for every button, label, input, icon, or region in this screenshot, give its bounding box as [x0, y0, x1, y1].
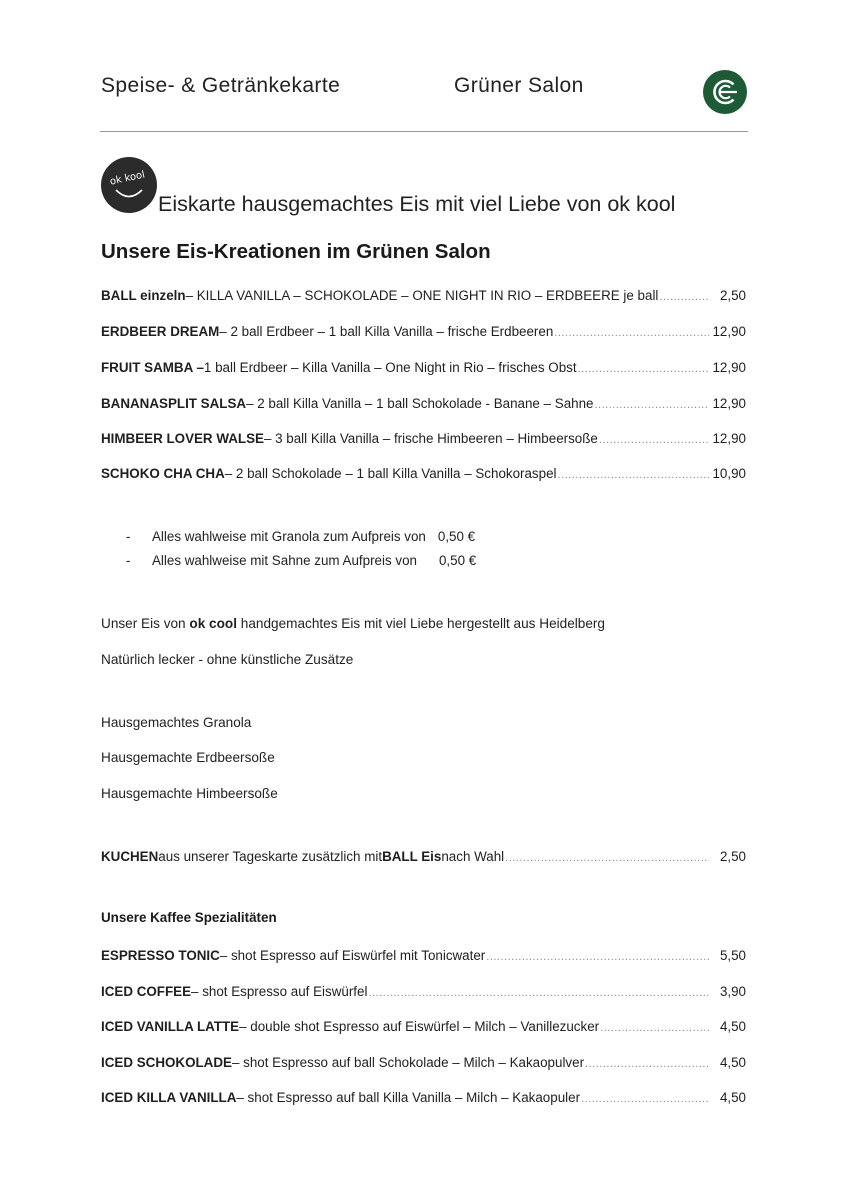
ok-kool-logo-text: ok kool: [108, 169, 147, 188]
leader-dots: [368, 983, 709, 1003]
extra-price: 0,50 €: [437, 529, 476, 544]
leader-dots: [486, 947, 709, 967]
item-description: – double shot Espresso auf Eiswürfel – Milch – Vanillezucker: [239, 1019, 600, 1034]
page-header: [101, 70, 748, 110]
extra-price: 0,50 €: [438, 553, 477, 568]
extra-option: [126, 527, 475, 547]
extra-text: Alles wahlweise mit Granola zum Aufpreis von: [152, 529, 426, 544]
item-name: ESPRESSO TONIC: [101, 948, 220, 963]
item-description: – 3 ball Killa Vanilla – frische Himbeeren – Himbeersoße: [263, 431, 598, 446]
extra-option: [126, 551, 476, 571]
homemade-item: Hausgemachte Himbeersoße: [101, 786, 278, 801]
gruener-salon-logo: [703, 70, 747, 114]
icecream-section-title: Unsere Eis-Kreationen im Grünen Salon: [101, 240, 491, 263]
bullet-dash: -: [126, 553, 131, 568]
item-name: ICED KILLA VANILLA: [101, 1090, 237, 1105]
leader-dots: [505, 848, 709, 868]
item-price: 4,50: [719, 1019, 746, 1034]
leader-dots: [659, 287, 709, 307]
item-description-bold: BALL Eis: [382, 849, 442, 864]
item-price: 5,50: [719, 948, 746, 963]
about-line: Natürlich lecker - ohne künstliche Zusätze: [101, 652, 354, 667]
item-description: 1 ball Erdbeer – Killa Vanilla – One Night in Rio – frisches Obst: [203, 360, 577, 375]
menu-item: [101, 1017, 746, 1037]
bullet-dash: -: [126, 529, 131, 544]
menu-item: [101, 394, 746, 414]
item-name: SCHOKO CHA CHA: [101, 466, 225, 481]
item-description: – 2 ball Killa Vanilla – 1 ball Schokolade - Banane – Sahne: [246, 396, 594, 411]
menu-card-title: Speise- & Getränkekarte: [101, 74, 341, 97]
item-price: 3,90: [719, 984, 746, 999]
leader-dots: [558, 465, 709, 485]
item-description: – shot Espresso auf Eiswürfel mit Tonicwater: [219, 948, 486, 963]
item-price: 2,50: [719, 288, 746, 303]
menu-item: [101, 1088, 746, 1108]
leader-dots: [599, 430, 709, 450]
item-description: – 2 ball Erdbeer – 1 ball Killa Vanilla – frische Erdbeeren: [219, 324, 554, 339]
item-name: ICED SCHOKOLADE: [101, 1055, 232, 1070]
extra-text: Alles wahlweise mit Sahne zum Aufpreis von: [152, 553, 417, 568]
coffee-section-title: Unsere Kaffee Spezialitäten: [101, 910, 277, 925]
menu-item: [101, 429, 746, 449]
leader-dots: [581, 1089, 709, 1109]
menu-item: [101, 847, 746, 867]
leader-dots: [600, 1018, 709, 1038]
item-description: – shot Espresso auf ball Schokolade – Milch – Kakaopulver: [231, 1055, 585, 1070]
menu-item: [101, 982, 746, 1002]
item-price: 12,90: [712, 324, 746, 339]
leader-dots: [554, 323, 709, 343]
item-name: ICED VANILLA LATTE: [101, 1019, 240, 1034]
item-name: FRUIT SAMBA –: [101, 360, 204, 375]
item-description: – shot Espresso auf ball Killa Vanilla – Milch – Kakaopuler: [236, 1090, 581, 1105]
item-price: 4,50: [719, 1055, 746, 1070]
about-text: handgemachtes Eis mit viel Liebe hergestellt aus Heidelberg: [237, 616, 605, 631]
item-description: – 2 ball Schokolade – 1 ball Killa Vanilla – Schokoraspel: [224, 466, 557, 481]
header-divider: [100, 131, 748, 132]
item-name: BANANASPLIT SALSA: [101, 396, 247, 411]
item-name: BALL einzeln: [101, 288, 186, 303]
brand-name: ok cool: [189, 616, 237, 631]
item-description: nach Wahl: [441, 849, 505, 864]
leader-dots: [578, 359, 709, 379]
item-name: KUCHEN: [101, 849, 159, 864]
menu-item: [101, 464, 746, 484]
item-description: – KILLA VANILLA – SCHOKOLADE – ONE NIGHT IN RIO – ERDBEERE je ball: [185, 288, 659, 303]
menu-item: [101, 286, 746, 306]
leader-dots: [585, 1054, 709, 1074]
menu-item: [101, 322, 746, 342]
item-price: 10,90: [712, 466, 746, 481]
item-name: ERDBEER DREAM: [101, 324, 220, 339]
item-price: 12,90: [712, 396, 746, 411]
menu-item: [101, 1053, 746, 1073]
homemade-item: Hausgemachte Erdbeersoße: [101, 750, 275, 765]
item-price: 12,90: [712, 431, 746, 446]
ok-kool-logo: [101, 157, 157, 213]
item-price: 4,50: [719, 1090, 746, 1105]
venue-name: Grüner Salon: [454, 74, 584, 97]
item-name: ICED COFFEE: [101, 984, 192, 999]
menu-item: [101, 946, 746, 966]
about-line: [101, 614, 605, 634]
item-price: 2,50: [719, 849, 746, 864]
leader-dots: [594, 395, 709, 415]
icecream-heading: Eiskarte hausgemachtes Eis mit viel Liebe von ok kool: [158, 192, 676, 216]
item-description: aus unserer Tageskarte zusätzlich mit: [158, 849, 383, 864]
homemade-item: Hausgemachtes Granola: [101, 715, 252, 730]
about-text: Unser Eis von: [101, 616, 190, 631]
menu-item: [101, 358, 746, 378]
item-name: HIMBEER LOVER WALSE: [101, 431, 264, 446]
item-price: 12,90: [712, 360, 746, 375]
item-description: – shot Espresso auf Eiswürfel: [191, 984, 368, 999]
